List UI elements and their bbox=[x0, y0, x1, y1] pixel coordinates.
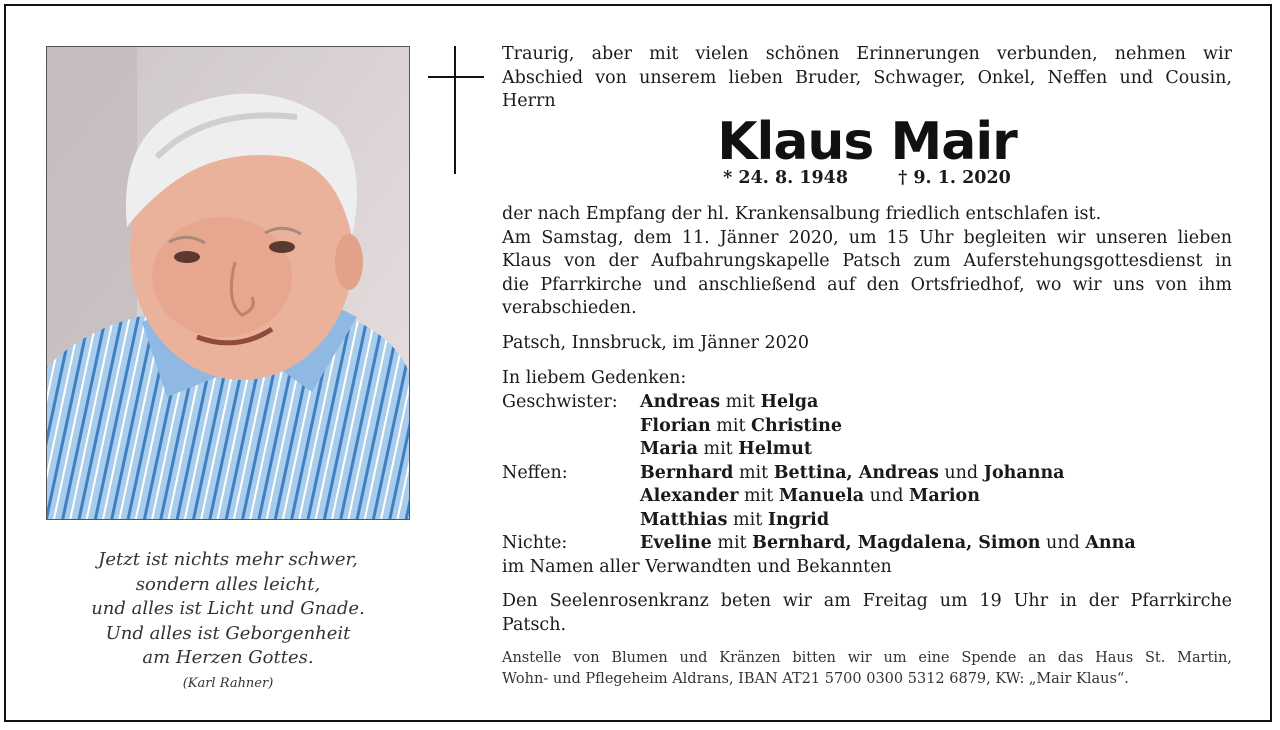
death-date: † 9. 1. 2020 bbox=[898, 168, 1011, 188]
family-row bbox=[502, 532, 1232, 556]
body-line: Am Samstag, dem 11. Jänner 2020, um 15 Uhr begleiten wir unseren lieben bbox=[502, 227, 1232, 248]
nichte-label: Nichte: bbox=[502, 533, 568, 553]
relatives-line: im Namen aller Verwandten und Bekannten bbox=[502, 556, 892, 577]
family-entry: Bernhard mit Bettina, Andreas und Johanna bbox=[640, 462, 1065, 483]
poem-line: am Herzen Gottes. bbox=[142, 647, 314, 668]
birth-date: * 24. 8. 1948 bbox=[723, 168, 849, 188]
family-entry: Maria mit Helmut bbox=[640, 439, 812, 459]
poem-line: und alles ist Licht und Gnade. bbox=[91, 598, 365, 619]
body-line: der nach Empfang der hl. Krankensalbung friedlich entschlafen ist. bbox=[502, 204, 1102, 224]
family-list bbox=[502, 391, 1232, 579]
intro-text bbox=[502, 43, 1232, 114]
family-row bbox=[502, 415, 1232, 439]
life-dates bbox=[502, 168, 1232, 188]
family-row bbox=[502, 485, 1232, 509]
poem bbox=[46, 548, 410, 696]
family-row bbox=[502, 438, 1232, 462]
poem-author: (Karl Rahner) bbox=[182, 675, 274, 691]
geschwister-label: Geschwister: bbox=[502, 392, 618, 412]
intro-line: Abschied von unserem lieben Bruder, Schwager, Onkel, Neffen und Cousin, bbox=[502, 67, 1232, 88]
place-date: Patsch, Innsbruck, im Jänner 2020 bbox=[502, 333, 810, 353]
family-row bbox=[502, 462, 1232, 486]
donation-line: Wohn- und Pflegeheim Aldrans, IBAN AT21 5700 0300 5312 6879, KW: „Mair Klaus“. bbox=[502, 671, 1129, 687]
portrait-photo bbox=[46, 46, 410, 520]
rosary-line: Patsch. bbox=[502, 614, 567, 635]
donation-line: Anstelle von Blumen und Kränzen bitten wir um eine Spende an das Haus St. Martin, bbox=[502, 650, 1232, 666]
gedenken-heading: In liebem Gedenken: bbox=[502, 368, 687, 388]
body-line: verabschieden. bbox=[502, 298, 637, 318]
intro-line: Traurig, aber mit vielen schönen Erinnerungen verbunden, nehmen wir bbox=[502, 44, 1232, 64]
poem-line: Jetzt ist nichts mehr schwer, bbox=[98, 549, 358, 570]
body-line: Klaus von der Aufbahrungskapelle Patsch zum Auferstehungsgottesdienst in bbox=[502, 251, 1232, 271]
family-entry: Eveline mit Bernhard, Magdalena, Simon und Anna bbox=[640, 533, 1136, 553]
donation-note bbox=[502, 648, 1232, 690]
portrait-illustration bbox=[47, 47, 410, 520]
neffen-label: Neffen: bbox=[502, 462, 568, 483]
family-row bbox=[502, 391, 1232, 415]
body-text bbox=[502, 203, 1232, 321]
intro-line: Herrn bbox=[502, 91, 556, 111]
family-entry: Alexander mit Manuela und Marion bbox=[640, 486, 980, 506]
family-row bbox=[502, 509, 1232, 533]
family-entry: Matthias mit Ingrid bbox=[640, 509, 830, 530]
poem-line: Und alles ist Geborgenheit bbox=[105, 622, 351, 644]
deceased-name: Klaus Mair bbox=[717, 112, 1017, 172]
family-entry: Andreas mit Helga bbox=[640, 392, 819, 412]
family-entry: Florian mit Christine bbox=[640, 415, 843, 436]
poem-line: sondern alles leicht, bbox=[135, 573, 321, 595]
rosary-text bbox=[502, 590, 1232, 637]
cross-icon bbox=[428, 46, 484, 174]
rosary-line: Den Seelenrosenkranz beten wir am Freitag um 19 Uhr in der Pfarrkirche bbox=[502, 591, 1232, 611]
body-line: die Pfarrkirche und anschließend auf den Ortsfriedhof, wo wir uns von ihm bbox=[502, 274, 1232, 295]
